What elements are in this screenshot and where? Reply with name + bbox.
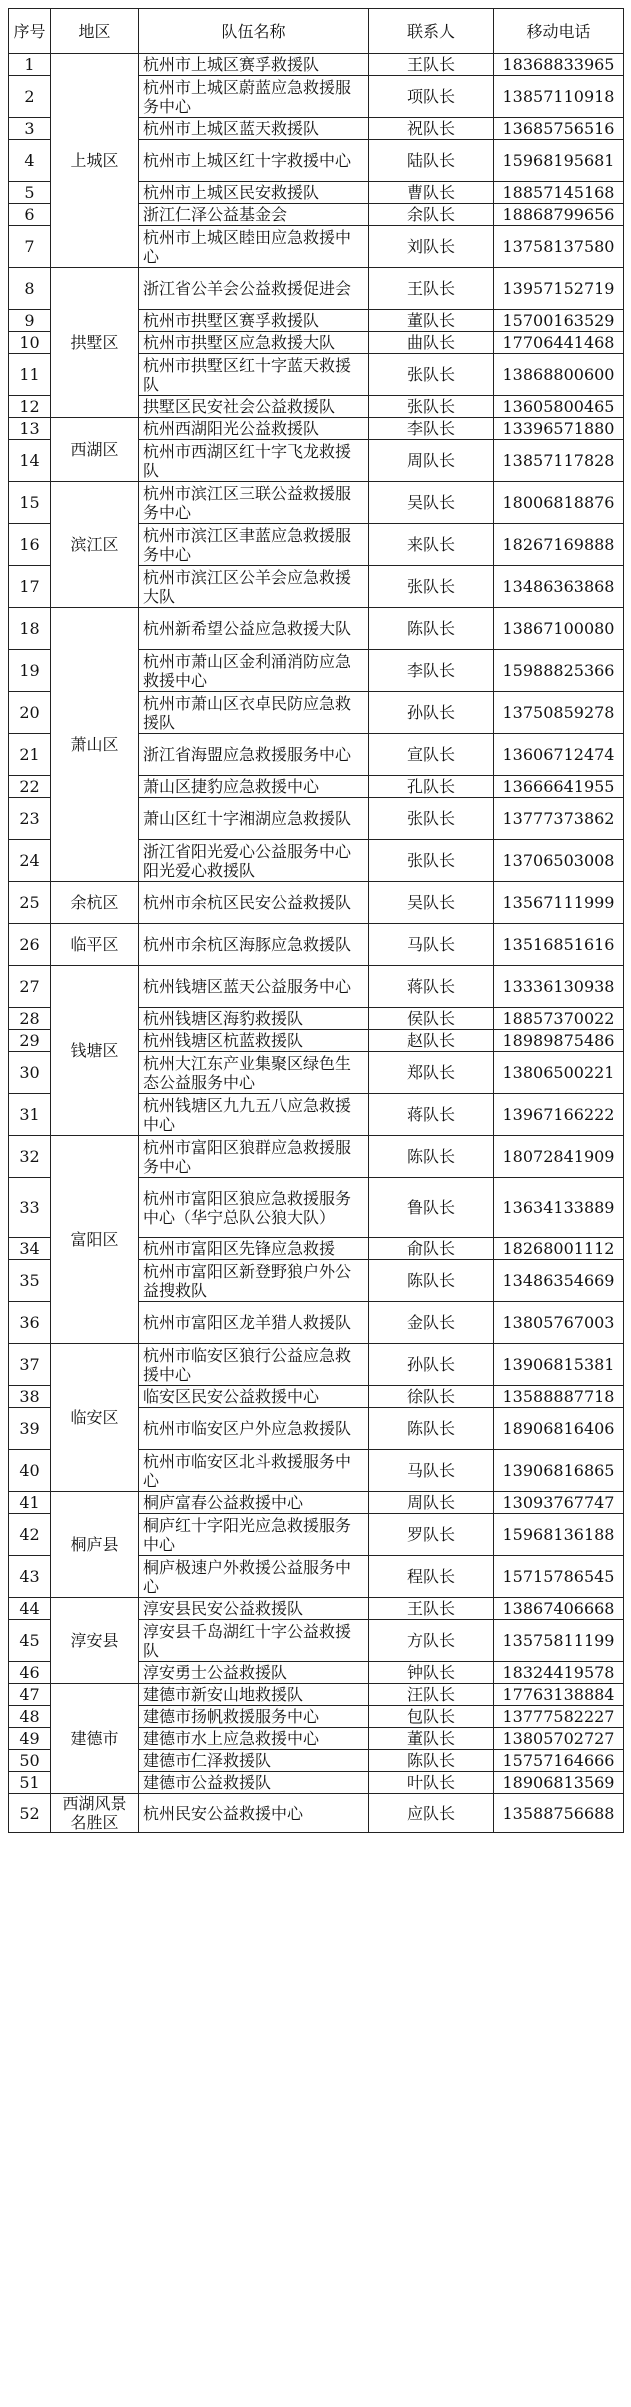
team-name-cell: 杭州市富阳区狼群应急救援服务中心 [139,1136,369,1178]
phone-cell: 13906815381 [494,1344,624,1386]
contact-cell: 陈队长 [369,1750,494,1772]
seq-cell: 30 [9,1052,51,1094]
team-name-cell: 杭州市拱墅区红十字蓝天救援队 [139,354,369,396]
team-name-cell: 杭州新希望公益应急救援大队 [139,608,369,650]
seq-cell: 47 [9,1684,51,1706]
phone-cell: 18906813569 [494,1772,624,1794]
phone-cell: 13758137580 [494,226,624,268]
contact-cell: 陆队长 [369,140,494,182]
contact-cell: 金队长 [369,1302,494,1344]
seq-cell: 8 [9,268,51,310]
phone-cell: 13805702727 [494,1728,624,1750]
table-row [9,418,624,440]
contact-cell: 陈队长 [369,1136,494,1178]
team-name-cell: 杭州市富阳区新登野狼户外公益搜救队 [139,1260,369,1302]
contact-cell: 余队长 [369,204,494,226]
seq-cell: 38 [9,1386,51,1408]
phone-cell: 13336130938 [494,966,624,1008]
seq-cell: 22 [9,776,51,798]
seq-cell: 5 [9,182,51,204]
seq-cell: 3 [9,118,51,140]
table-row [9,1344,624,1386]
contact-cell: 陈队长 [369,608,494,650]
seq-cell: 17 [9,566,51,608]
contact-cell: 侯队长 [369,1008,494,1030]
seq-cell: 27 [9,966,51,1008]
contact-cell: 祝队长 [369,118,494,140]
region-cell: 余杭区 [51,882,139,924]
seq-cell: 39 [9,1408,51,1450]
seq-cell: 44 [9,1598,51,1620]
team-name-cell: 杭州市滨江区聿蓝应急救援服务中心 [139,524,369,566]
phone-cell: 18324419578 [494,1662,624,1684]
seq-cell: 7 [9,226,51,268]
seq-cell: 16 [9,524,51,566]
team-name-cell: 桐庐红十字阳光应急救援服务中心 [139,1514,369,1556]
seq-cell: 9 [9,310,51,332]
team-name-cell: 建德市新安山地救援队 [139,1684,369,1706]
team-name-cell: 杭州市富阳区先锋应急救援 [139,1238,369,1260]
phone-cell: 13605800465 [494,396,624,418]
contact-cell: 孔队长 [369,776,494,798]
seq-cell: 34 [9,1238,51,1260]
phone-cell: 13750859278 [494,692,624,734]
region-cell: 建德市 [51,1684,139,1794]
contact-cell: 张队长 [369,396,494,418]
team-name-cell: 杭州市临安区狼行公益应急救援中心 [139,1344,369,1386]
phone-cell: 13486363868 [494,566,624,608]
team-name-cell: 淳安县千岛湖红十字公益救援队 [139,1620,369,1662]
phone-cell: 13867406668 [494,1598,624,1620]
phone-cell: 13857110918 [494,76,624,118]
contact-cell: 郑队长 [369,1052,494,1094]
phone-cell: 18868799656 [494,204,624,226]
contact-cell: 汪队长 [369,1684,494,1706]
contact-cell: 鲁队长 [369,1178,494,1238]
team-name-cell: 建德市公益救援队 [139,1772,369,1794]
phone-cell: 13806500221 [494,1052,624,1094]
region-cell: 滨江区 [51,482,139,608]
table-body [9,54,624,1833]
contact-cell: 孙队长 [369,1344,494,1386]
phone-cell: 15968195681 [494,140,624,182]
region-cell: 西湖风景名胜区 [51,1794,139,1833]
table-header-row [9,9,624,54]
team-name-cell: 杭州市萧山区衣卓民防应急救援队 [139,692,369,734]
table-row [9,1136,624,1178]
document-page [8,8,624,1833]
contact-cell: 应队长 [369,1794,494,1833]
seq-cell: 21 [9,734,51,776]
contact-cell: 王队长 [369,1598,494,1620]
contact-cell: 陈队长 [369,1408,494,1450]
phone-cell: 13777582227 [494,1706,624,1728]
contact-cell: 蒋队长 [369,966,494,1008]
seq-cell: 31 [9,1094,51,1136]
team-name-cell: 杭州大江东产业集聚区绿色生态公益服务中心 [139,1052,369,1094]
phone-cell: 13805767003 [494,1302,624,1344]
team-name-cell: 建德市仁泽救援队 [139,1750,369,1772]
table-row [9,54,624,76]
phone-cell: 15968136188 [494,1514,624,1556]
seq-cell: 51 [9,1772,51,1794]
team-name-cell: 建德市水上应急救援中心 [139,1728,369,1750]
contact-cell: 赵队长 [369,1030,494,1052]
phone-cell: 18857370022 [494,1008,624,1030]
seq-cell: 49 [9,1728,51,1750]
seq-cell: 19 [9,650,51,692]
team-name-cell: 杭州市上城区民安救援队 [139,182,369,204]
team-name-cell: 杭州市富阳区龙羊猎人救援队 [139,1302,369,1344]
phone-cell: 13867100080 [494,608,624,650]
header-region: 地区 [51,9,139,54]
region-cell: 萧山区 [51,608,139,882]
contact-cell: 罗队长 [369,1514,494,1556]
region-cell: 上城区 [51,54,139,268]
team-name-cell: 杭州钱塘区海豹救援队 [139,1008,369,1030]
team-name-cell: 杭州市拱墅区赛孚救援队 [139,310,369,332]
contact-cell: 孙队长 [369,692,494,734]
team-name-cell: 建德市扬帆救援服务中心 [139,1706,369,1728]
phone-cell: 15988825366 [494,650,624,692]
phone-cell: 18906816406 [494,1408,624,1450]
rescue-team-table [8,8,624,1833]
phone-cell: 13777373862 [494,798,624,840]
seq-cell: 36 [9,1302,51,1344]
team-name-cell: 浙江省公羊会公益救援促进会 [139,268,369,310]
phone-cell: 15700163529 [494,310,624,332]
contact-cell: 蒋队长 [369,1094,494,1136]
phone-cell: 15757164666 [494,1750,624,1772]
table-row [9,966,624,1008]
seq-cell: 18 [9,608,51,650]
region-cell: 桐庐县 [51,1492,139,1598]
table-row [9,1684,624,1706]
team-name-cell: 桐庐富春公益救援中心 [139,1492,369,1514]
contact-cell: 李队长 [369,418,494,440]
phone-cell: 13516851616 [494,924,624,966]
contact-cell: 吴队长 [369,882,494,924]
phone-cell: 18006818876 [494,482,624,524]
contact-cell: 宣队长 [369,734,494,776]
phone-cell: 15715786545 [494,1556,624,1598]
phone-cell: 13706503008 [494,840,624,882]
team-name-cell: 杭州市滨江区公羊会应急救援大队 [139,566,369,608]
contact-cell: 马队长 [369,924,494,966]
team-name-cell: 拱墅区民安社会公益救援队 [139,396,369,418]
seq-cell: 4 [9,140,51,182]
phone-cell: 13486354669 [494,1260,624,1302]
seq-cell: 32 [9,1136,51,1178]
contact-cell: 张队长 [369,798,494,840]
contact-cell: 李队长 [369,650,494,692]
team-name-cell: 杭州市上城区蓝天救援队 [139,118,369,140]
header-seq: 序号 [9,9,51,54]
region-cell: 淳安县 [51,1598,139,1684]
contact-cell: 叶队长 [369,1772,494,1794]
table-row [9,924,624,966]
team-name-cell: 杭州市上城区睦田应急救援中心 [139,226,369,268]
contact-cell: 周队长 [369,1492,494,1514]
seq-cell: 42 [9,1514,51,1556]
contact-cell: 钟队长 [369,1662,494,1684]
table-row [9,1492,624,1514]
header-contact: 联系人 [369,9,494,54]
table-row [9,268,624,310]
contact-cell: 刘队长 [369,226,494,268]
contact-cell: 王队长 [369,268,494,310]
phone-cell: 13567111999 [494,882,624,924]
phone-cell: 17763138884 [494,1684,624,1706]
team-name-cell: 杭州市滨江区三联公益救援服务中心 [139,482,369,524]
contact-cell: 张队长 [369,566,494,608]
seq-cell: 41 [9,1492,51,1514]
phone-cell: 13906816865 [494,1450,624,1492]
table-row [9,1598,624,1620]
contact-cell: 陈队长 [369,1260,494,1302]
phone-cell: 18989875486 [494,1030,624,1052]
team-name-cell: 杭州市拱墅区应急救援大队 [139,332,369,354]
team-name-cell: 淳安勇士公益救援队 [139,1662,369,1684]
team-name-cell: 杭州钱塘区蓝天公益服务中心 [139,966,369,1008]
contact-cell: 包队长 [369,1706,494,1728]
team-name-cell: 杭州西湖阳光公益救援队 [139,418,369,440]
contact-cell: 曲队长 [369,332,494,354]
team-name-cell: 杭州钱塘区九九五八应急救援中心 [139,1094,369,1136]
seq-cell: 33 [9,1178,51,1238]
contact-cell: 董队长 [369,1728,494,1750]
team-name-cell: 浙江省阳光爱心公益服务中心阳光爱心救援队 [139,840,369,882]
team-name-cell: 萧山区捷豹应急救援中心 [139,776,369,798]
team-name-cell: 临安区民安公益救援中心 [139,1386,369,1408]
contact-cell: 董队长 [369,310,494,332]
seq-cell: 1 [9,54,51,76]
seq-cell: 25 [9,882,51,924]
table-row [9,1794,624,1833]
team-name-cell: 杭州市西湖区红十字飞龙救援队 [139,440,369,482]
team-name-cell: 杭州钱塘区杭蓝救援队 [139,1030,369,1052]
seq-cell: 24 [9,840,51,882]
seq-cell: 20 [9,692,51,734]
team-name-cell: 桐庐极速户外救援公益服务中心 [139,1556,369,1598]
header-team: 队伍名称 [139,9,369,54]
table-row [9,482,624,524]
seq-cell: 48 [9,1706,51,1728]
team-name-cell: 杭州市余杭区海豚应急救援队 [139,924,369,966]
contact-cell: 来队长 [369,524,494,566]
phone-cell: 13957152719 [494,268,624,310]
seq-cell: 35 [9,1260,51,1302]
seq-cell: 43 [9,1556,51,1598]
seq-cell: 2 [9,76,51,118]
region-cell: 西湖区 [51,418,139,482]
contact-cell: 方队长 [369,1620,494,1662]
region-cell: 临安区 [51,1344,139,1492]
contact-cell: 张队长 [369,354,494,396]
phone-cell: 13588756688 [494,1794,624,1833]
seq-cell: 50 [9,1750,51,1772]
region-cell: 临平区 [51,924,139,966]
seq-cell: 10 [9,332,51,354]
team-name-cell: 杭州市富阳区狼应急救援服务中心（华宁总队公狼大队） [139,1178,369,1238]
team-name-cell: 杭州市余杭区民安公益救援队 [139,882,369,924]
contact-cell: 曹队长 [369,182,494,204]
contact-cell: 程队长 [369,1556,494,1598]
seq-cell: 15 [9,482,51,524]
seq-cell: 46 [9,1662,51,1684]
phone-cell: 13634133889 [494,1178,624,1238]
phone-cell: 18857145168 [494,182,624,204]
seq-cell: 28 [9,1008,51,1030]
contact-cell: 张队长 [369,840,494,882]
phone-cell: 13606712474 [494,734,624,776]
seq-cell: 52 [9,1794,51,1833]
phone-cell: 13396571880 [494,418,624,440]
team-name-cell: 杭州市上城区赛孚救援队 [139,54,369,76]
seq-cell: 14 [9,440,51,482]
seq-cell: 13 [9,418,51,440]
region-cell: 拱墅区 [51,268,139,418]
phone-cell: 18072841909 [494,1136,624,1178]
seq-cell: 6 [9,204,51,226]
seq-cell: 29 [9,1030,51,1052]
phone-cell: 13868800600 [494,354,624,396]
seq-cell: 23 [9,798,51,840]
team-name-cell: 杭州市萧山区金利涌消防应急救援中心 [139,650,369,692]
contact-cell: 王队长 [369,54,494,76]
header-phone: 移动电话 [494,9,624,54]
phone-cell: 17706441468 [494,332,624,354]
table-row [9,608,624,650]
seq-cell: 26 [9,924,51,966]
team-name-cell: 杭州市临安区北斗救援服务中心 [139,1450,369,1492]
phone-cell: 13685756516 [494,118,624,140]
phone-cell: 18368833965 [494,54,624,76]
team-name-cell: 杭州市上城区蔚蓝应急救援服务中心 [139,76,369,118]
region-cell: 钱塘区 [51,966,139,1136]
contact-cell: 吴队长 [369,482,494,524]
phone-cell: 18267169888 [494,524,624,566]
contact-cell: 俞队长 [369,1238,494,1260]
contact-cell: 徐队长 [369,1386,494,1408]
phone-cell: 13857117828 [494,440,624,482]
team-name-cell: 淳安县民安公益救援队 [139,1598,369,1620]
region-cell: 富阳区 [51,1136,139,1344]
phone-cell: 13666641955 [494,776,624,798]
phone-cell: 13093767747 [494,1492,624,1514]
team-name-cell: 杭州市上城区红十字救援中心 [139,140,369,182]
team-name-cell: 浙江仁泽公益基金会 [139,204,369,226]
team-name-cell: 萧山区红十字湘湖应急救援队 [139,798,369,840]
seq-cell: 40 [9,1450,51,1492]
seq-cell: 45 [9,1620,51,1662]
seq-cell: 11 [9,354,51,396]
seq-cell: 37 [9,1344,51,1386]
phone-cell: 13588887718 [494,1386,624,1408]
team-name-cell: 杭州民安公益救援中心 [139,1794,369,1833]
phone-cell: 13575811199 [494,1620,624,1662]
contact-cell: 项队长 [369,76,494,118]
team-name-cell: 杭州市临安区户外应急救援队 [139,1408,369,1450]
phone-cell: 18268001112 [494,1238,624,1260]
seq-cell: 12 [9,396,51,418]
phone-cell: 13967166222 [494,1094,624,1136]
team-name-cell: 浙江省海盟应急救援服务中心 [139,734,369,776]
contact-cell: 马队长 [369,1450,494,1492]
contact-cell: 周队长 [369,440,494,482]
table-row [9,882,624,924]
